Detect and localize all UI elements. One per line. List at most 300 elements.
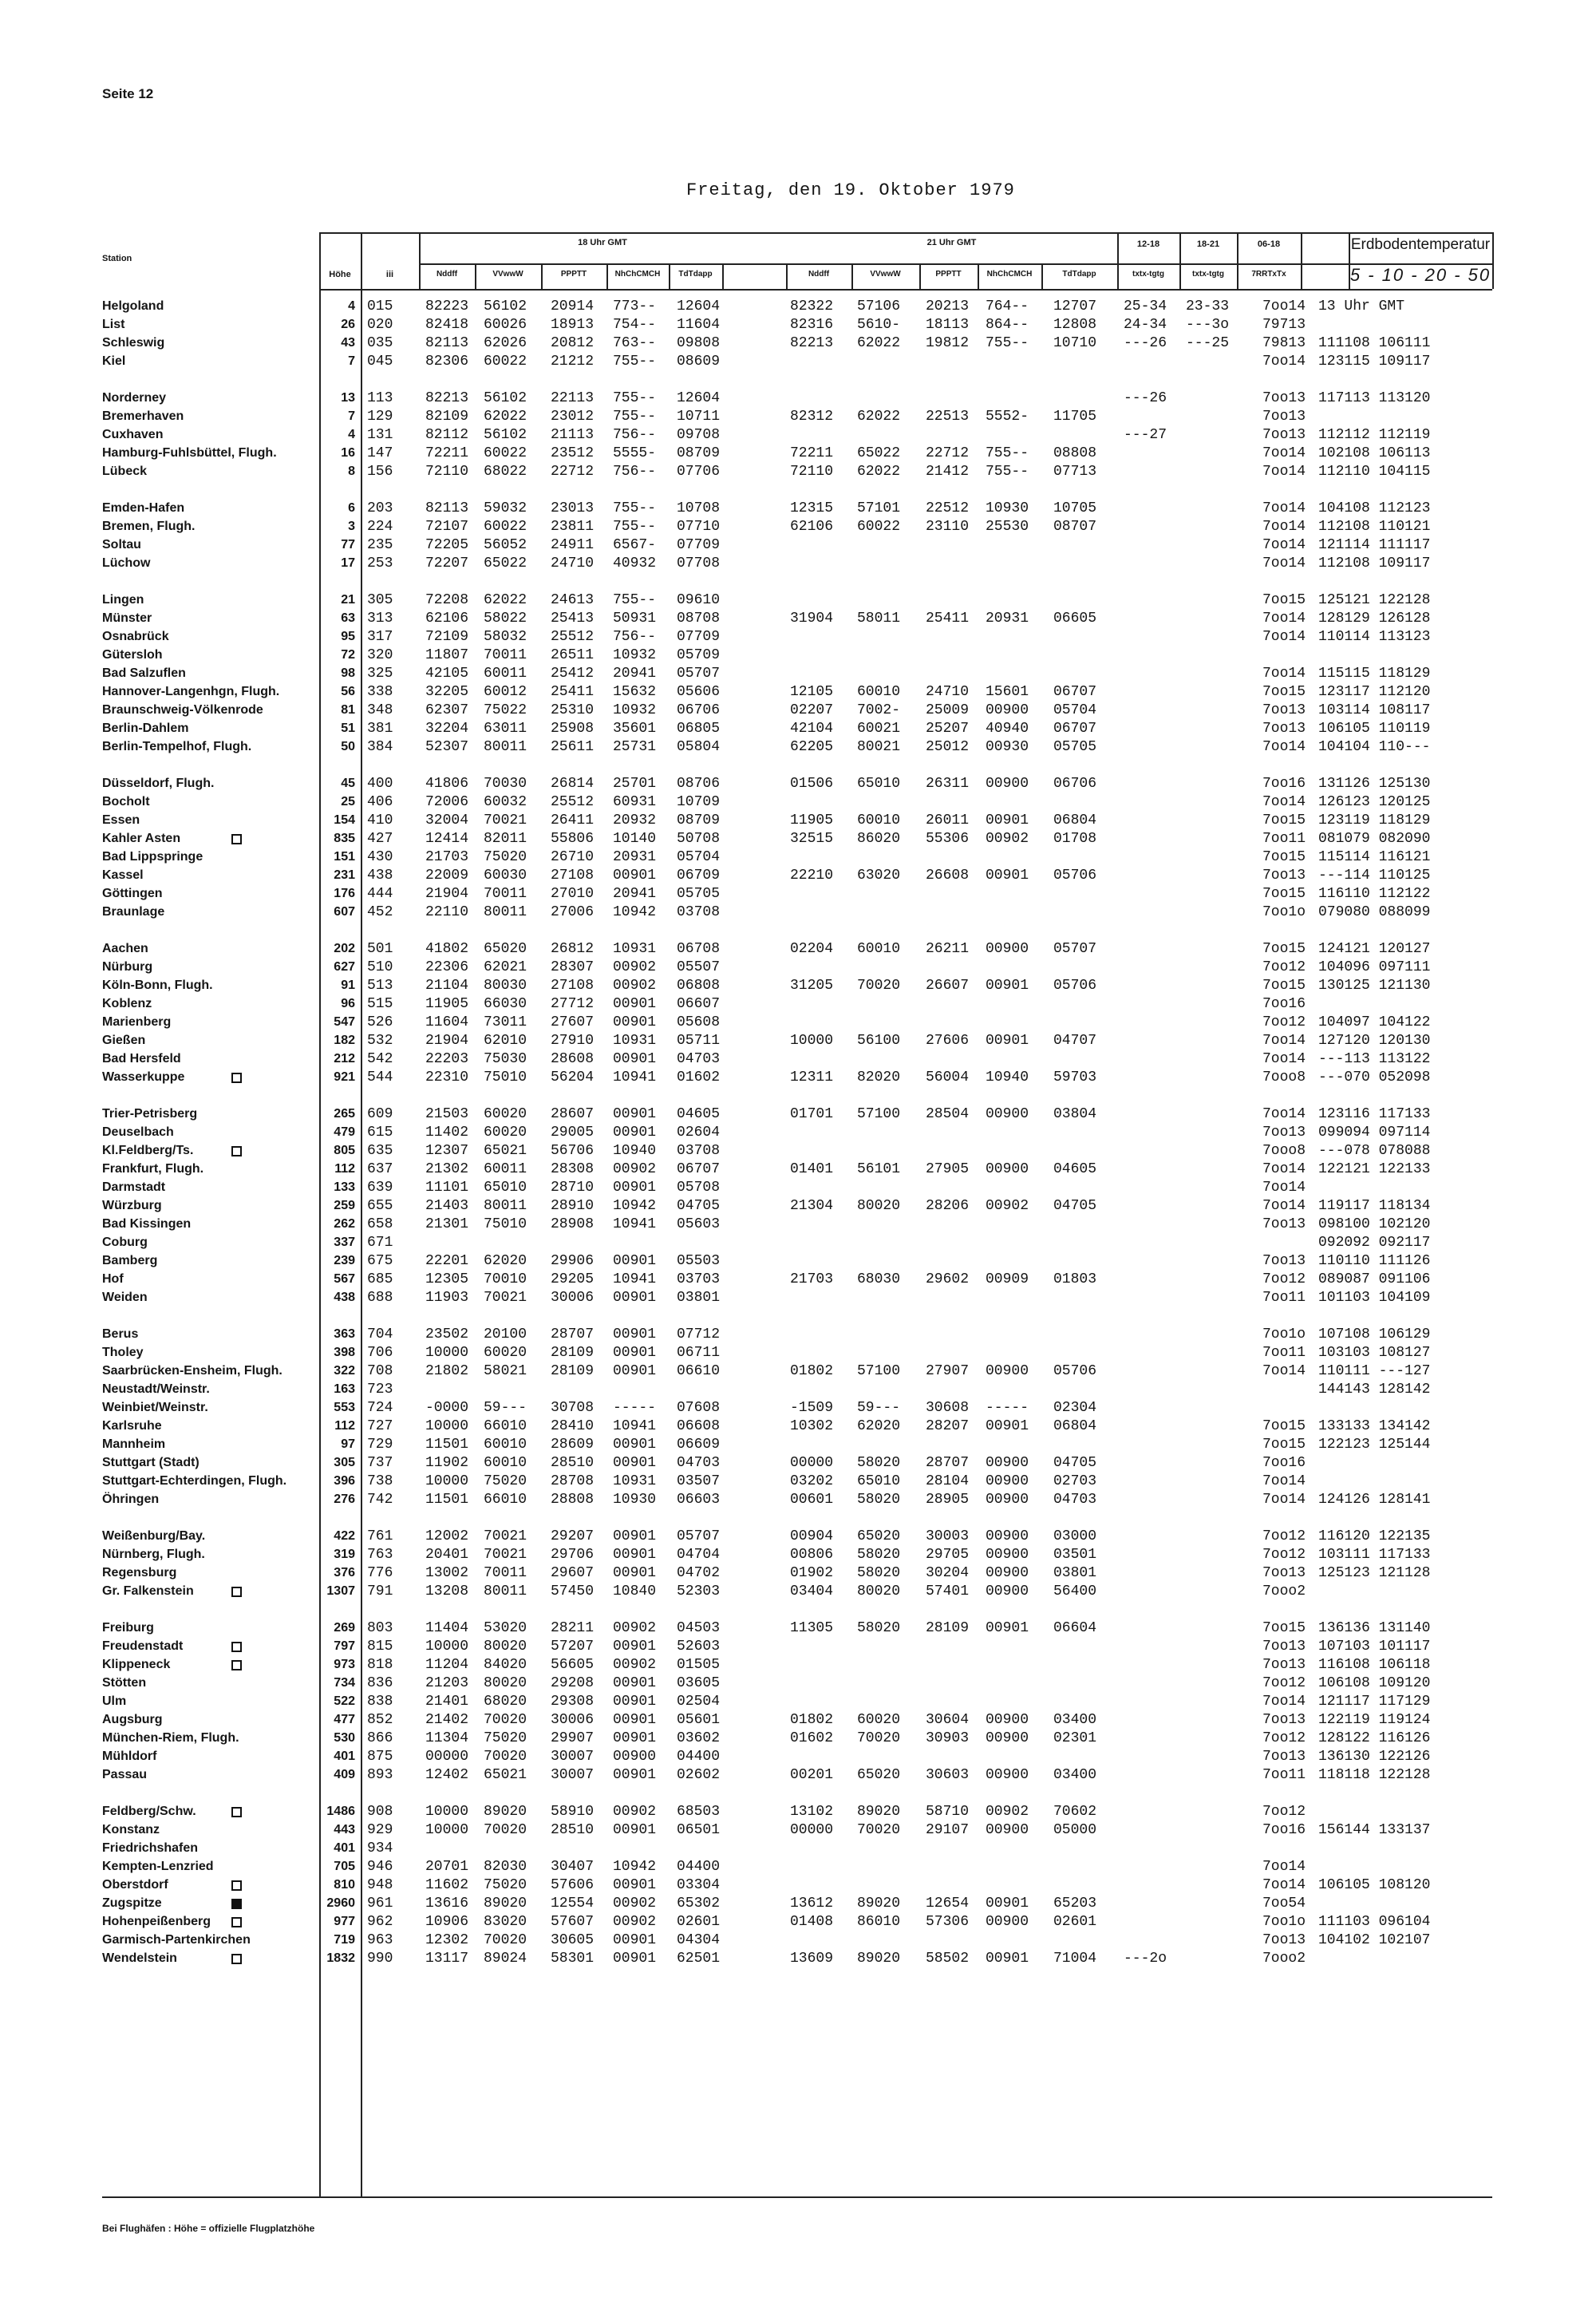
obs-value-erd: 111108 106111: [1318, 335, 1431, 351]
obs-value-p3: 7oo1o: [1262, 904, 1306, 920]
station-height: 133: [334, 1180, 355, 1194]
station-name: Trier-Petrisberg: [102, 1107, 198, 1121]
obs-value-j: 00901: [986, 868, 1029, 884]
obs-value-a: 11807: [425, 647, 469, 663]
obs-value-f: 82316: [790, 317, 834, 333]
obs-value-erd: 103111 117133: [1318, 1547, 1431, 1563]
obs-value-p3: 7oo15: [1262, 592, 1306, 608]
obs-value-g: 58011: [857, 611, 901, 627]
obs-value-e: 07708: [677, 555, 721, 571]
obs-value-g: 89020: [857, 1896, 901, 1912]
obs-value-p3: 7oo13: [1262, 1712, 1306, 1728]
col18-header-3: NhChCMCH: [614, 270, 661, 279]
station-name: Garmisch-Partenkirchen: [102, 1933, 251, 1947]
obs-value-j: 00900: [986, 1455, 1029, 1471]
obs-value-p3: 7oo14: [1262, 1161, 1306, 1177]
obs-value-e: 01505: [677, 1657, 721, 1673]
obs-value-g: 60021: [857, 721, 901, 737]
obs-value-i: 26311: [926, 776, 970, 792]
obs-value-g: 58020: [857, 1620, 901, 1636]
station-height: 151: [334, 850, 355, 864]
obs-value-a: 11604: [425, 1014, 469, 1030]
obs-value-e: 04705: [677, 1198, 721, 1214]
obs-value-b: 70011: [484, 1565, 527, 1581]
obs-value-e: 10711: [677, 409, 721, 425]
obs-value-i: 19812: [926, 335, 970, 351]
obs-value-a: 42105: [425, 666, 469, 682]
obs-value-p3: 7oo1o: [1262, 1914, 1306, 1930]
obs-value-erd: 102108 106113: [1318, 445, 1431, 461]
obs-value-k: 04703: [1053, 1492, 1097, 1508]
obs-value-iii: 908: [367, 1804, 393, 1820]
obs-value-erd: 116110 112122: [1318, 886, 1431, 902]
obs-value-p3: 7oo14: [1262, 1473, 1306, 1489]
obs-value-k: 08808: [1053, 445, 1097, 461]
obs-value-i: 30903: [926, 1730, 970, 1746]
obs-value-iii: 742: [367, 1492, 393, 1508]
gmt18-header: 18 Uhr GMT: [578, 238, 627, 247]
station-height: 259: [334, 1199, 355, 1212]
obs-value-i: 25207: [926, 721, 970, 737]
station-name: Wasserkuppe: [102, 1070, 185, 1084]
obs-value-a: 72109: [425, 629, 469, 645]
obs-value-b: 53020: [484, 1620, 527, 1636]
obs-value-j: 00900: [986, 1363, 1029, 1379]
obs-value-i: 55306: [926, 831, 970, 847]
obs-value-erd: 128122 116126: [1318, 1730, 1431, 1746]
obs-value-k: 04707: [1053, 1033, 1097, 1049]
station-height: 627: [334, 960, 355, 974]
obs-value-d: 755--: [613, 354, 657, 370]
station-height: 319: [334, 1548, 355, 1561]
station-name: Karlsruhe: [102, 1419, 162, 1433]
obs-value-k: 05706: [1053, 868, 1097, 884]
obs-value-c: 22113: [551, 390, 595, 406]
obs-value-k: 04705: [1053, 1198, 1097, 1214]
obs-value-c: 27108: [551, 978, 595, 994]
station-name: Bad Hersfeld: [102, 1052, 181, 1065]
obs-value-f: 00904: [790, 1528, 834, 1544]
obs-value-d: 00901: [613, 1290, 657, 1306]
station-height: 797: [334, 1639, 355, 1653]
obs-value-j: 00901: [986, 1620, 1029, 1636]
obs-value-c: 24710: [551, 555, 595, 571]
station-name: Osnabrück: [102, 630, 169, 643]
obs-value-i: 30003: [926, 1528, 970, 1544]
obs-value-f: 21304: [790, 1198, 834, 1214]
station-height: 805: [334, 1144, 355, 1157]
obs-value-k: 06804: [1053, 812, 1097, 828]
station-name: Konstanz: [102, 1823, 160, 1836]
obs-value-c: 28211: [551, 1620, 595, 1636]
station-marker-icon: [231, 1146, 242, 1156]
obs-value-e: 05503: [677, 1253, 721, 1269]
obs-value-a: 11905: [425, 996, 469, 1012]
obs-value-e: 02601: [677, 1914, 721, 1930]
obs-value-e: 07709: [677, 537, 721, 553]
period-1218-sub: txtx-tgtg: [1132, 270, 1164, 279]
obs-value-c: 22712: [551, 464, 595, 480]
obs-value-c: 27006: [551, 904, 595, 920]
obs-value-e: 06708: [677, 941, 721, 957]
obs-value-iii: 253: [367, 555, 393, 571]
obs-value-a: 12305: [425, 1271, 469, 1287]
obs-value-e: 11604: [677, 317, 721, 333]
obs-value-b: 20100: [484, 1326, 527, 1342]
obs-value-p3: 7oo14: [1262, 739, 1306, 755]
obs-value-c: 25512: [551, 794, 595, 810]
obs-value-b: 63011: [484, 721, 527, 737]
column-rule: [1492, 232, 1494, 289]
obs-value-a: 10000: [425, 1418, 469, 1434]
obs-value-c: 25908: [551, 721, 595, 737]
obs-value-d: 00901: [613, 996, 657, 1012]
obs-value-iii: 791: [367, 1583, 393, 1599]
obs-value-a: 21301: [425, 1216, 469, 1232]
obs-value-g: 57101: [857, 500, 901, 516]
station-marker-icon: [231, 1642, 242, 1652]
obs-value-b: 59---: [484, 1400, 527, 1416]
station-height: 16: [341, 446, 355, 460]
obs-value-iii: 637: [367, 1161, 393, 1177]
station-height: 77: [341, 538, 355, 552]
obs-value-e: 05705: [677, 886, 721, 902]
obs-value-iii: 147: [367, 445, 393, 461]
obs-value-c: 58301: [551, 1951, 595, 1967]
obs-value-a: 10906: [425, 1914, 469, 1930]
station-name: Bad Salzuflen: [102, 666, 186, 680]
obs-value-a: 72207: [425, 555, 469, 571]
obs-value-iii: 763: [367, 1547, 393, 1563]
obs-value-p3: 7oo13: [1262, 702, 1306, 718]
obs-value-g: 58020: [857, 1565, 901, 1581]
obs-value-iii: 852: [367, 1712, 393, 1728]
obs-value-b: 75030: [484, 1051, 527, 1067]
col18-header-4: TdTdapp: [678, 270, 713, 279]
obs-value-i: 30604: [926, 1712, 970, 1728]
obs-value-i: 58502: [926, 1951, 970, 1967]
obs-value-g: 60010: [857, 941, 901, 957]
obs-value-c: 27607: [551, 1014, 595, 1030]
obs-value-p3: 7oo13: [1262, 721, 1306, 737]
obs-value-erd: 103114 108117: [1318, 702, 1431, 718]
obs-value-a: 12302: [425, 1932, 469, 1948]
period-1821-header: 18-21: [1196, 239, 1220, 249]
obs-value-f: 02207: [790, 702, 834, 718]
obs-value-j: 00900: [986, 1161, 1029, 1177]
obs-value-p3: 7oo13: [1262, 1565, 1306, 1581]
obs-value-d: 00902: [613, 1896, 657, 1912]
obs-value-g: 62022: [857, 464, 901, 480]
station-name: Hamburg-Fuhlsbüttel, Flugh.: [102, 446, 277, 460]
obs-value-b: 66010: [484, 1492, 527, 1508]
obs-value-b: 62022: [484, 409, 527, 425]
obs-value-d: 773--: [613, 298, 657, 314]
obs-value-f: 00806: [790, 1547, 834, 1563]
obs-value-g: 70020: [857, 978, 901, 994]
obs-value-f: 00000: [790, 1455, 834, 1471]
obs-value-erd: 107103 101117: [1318, 1639, 1431, 1655]
obs-value-p3: 7oo11: [1262, 831, 1306, 847]
station-height: 607: [334, 905, 355, 919]
obs-value-d: 10930: [613, 1492, 657, 1508]
obs-value-b: 65021: [484, 1767, 527, 1783]
obs-value-b: 62026: [484, 335, 527, 351]
obs-value-p3: 7ooo8: [1262, 1143, 1306, 1159]
obs-value-c: 26710: [551, 849, 595, 865]
obs-value-iii: 131: [367, 427, 393, 443]
obs-value-g: 65020: [857, 1767, 901, 1783]
obs-value-k: 02601: [1053, 1914, 1097, 1930]
obs-value-a: 22306: [425, 959, 469, 975]
obs-value-erd: 107108 106129: [1318, 1326, 1431, 1342]
obs-value-iii: 156: [367, 464, 393, 480]
station-height: 396: [334, 1474, 355, 1488]
obs-value-f: 72110: [790, 464, 834, 480]
obs-value-a: 12002: [425, 1528, 469, 1544]
obs-value-g: 57100: [857, 1363, 901, 1379]
station-height: 734: [334, 1676, 355, 1690]
obs-value-g: 63020: [857, 868, 901, 884]
obs-value-e: 03602: [677, 1730, 721, 1746]
obs-value-erd: 112108 110121: [1318, 519, 1431, 535]
station-height: 921: [334, 1070, 355, 1084]
obs-value-c: 28308: [551, 1161, 595, 1177]
obs-value-iii: 438: [367, 868, 393, 884]
station-name: Oberstdorf: [102, 1878, 168, 1892]
obs-value-f: 01506: [790, 776, 834, 792]
obs-value-d: 00901: [613, 868, 657, 884]
obs-value-p2: ---25: [1186, 335, 1230, 351]
obs-value-erd: 123117 112120: [1318, 684, 1431, 700]
obs-value-k: 06605: [1053, 611, 1097, 627]
obs-value-b: 80011: [484, 904, 527, 920]
obs-value-p3: 7oo13: [1262, 390, 1306, 406]
obs-value-i: 28504: [926, 1106, 970, 1122]
obs-value-e: 52303: [677, 1583, 721, 1599]
obs-value-k: 02703: [1053, 1473, 1097, 1489]
obs-value-iii: 946: [367, 1859, 393, 1875]
obs-value-erd: 123116 117133: [1318, 1106, 1431, 1122]
station-marker-icon: [231, 1880, 242, 1891]
obs-value-g: 59---: [857, 1400, 901, 1416]
obs-value-e: 07709: [677, 629, 721, 645]
obs-value-i: 28104: [926, 1473, 970, 1489]
station-name: Lübeck: [102, 465, 148, 478]
obs-value-d: 10931: [613, 941, 657, 957]
obs-value-i: 26607: [926, 978, 970, 994]
obs-value-a: 12307: [425, 1143, 469, 1159]
obs-value-g: 57100: [857, 1106, 901, 1122]
obs-value-b: 70030: [484, 776, 527, 792]
station-height: 72: [341, 648, 355, 662]
obs-value-erd: 106108 109120: [1318, 1675, 1431, 1691]
obs-value-f: 31205: [790, 978, 834, 994]
obs-value-b: 80020: [484, 1675, 527, 1691]
obs-value-j: 10930: [986, 500, 1029, 516]
station-height: 81: [341, 703, 355, 717]
obs-value-d: 10840: [613, 1583, 657, 1599]
obs-value-e: 65302: [677, 1896, 721, 1912]
obs-value-g: 58020: [857, 1547, 901, 1563]
obs-value-b: 58032: [484, 629, 527, 645]
obs-value-erd: 128129 126128: [1318, 611, 1431, 627]
obs-value-j: 00909: [986, 1271, 1029, 1287]
station-height: 25: [341, 795, 355, 809]
station-marker-icon: [231, 1917, 242, 1927]
station-name: Gr. Falkenstein: [102, 1584, 194, 1598]
station-name: Norderney: [102, 391, 167, 405]
obs-value-p3: 7oo14: [1262, 1180, 1306, 1196]
obs-value-p3: 7oo14: [1262, 354, 1306, 370]
obs-value-k: 02304: [1053, 1400, 1097, 1416]
station-height: 265: [334, 1107, 355, 1121]
footnote: Bei Flughäfen : Höhe = offizielle Flugplatzhöhe: [102, 2223, 315, 2234]
obs-value-d: 00902: [613, 1804, 657, 1820]
obs-value-e: 05603: [677, 1216, 721, 1232]
station-height: 176: [334, 887, 355, 900]
obs-value-e: 03703: [677, 1271, 721, 1287]
obs-value-d: 10941: [613, 1216, 657, 1232]
obs-value-d: -----: [613, 1400, 657, 1416]
station-name: Friedrichshafen: [102, 1841, 199, 1855]
obs-value-i: 21412: [926, 464, 970, 480]
obs-value-b: 83020: [484, 1914, 527, 1930]
obs-value-c: 28109: [551, 1345, 595, 1361]
obs-value-p2: 23-33: [1186, 298, 1230, 314]
obs-value-p3: 7oo15: [1262, 1418, 1306, 1434]
obs-value-j: 00900: [986, 1767, 1029, 1783]
obs-value-f: 00000: [790, 1822, 834, 1838]
obs-value-iii: 203: [367, 500, 393, 516]
obs-value-i: 26211: [926, 941, 970, 957]
obs-value-e: 06609: [677, 1437, 721, 1453]
obs-value-g: 60010: [857, 684, 901, 700]
obs-value-iii: 532: [367, 1033, 393, 1049]
station-height: 7: [348, 409, 355, 423]
obs-value-k: 70602: [1053, 1804, 1097, 1820]
obs-value-p3: 7oo13: [1262, 1216, 1306, 1232]
obs-value-j: 40940: [986, 721, 1029, 737]
obs-value-j: 00901: [986, 1418, 1029, 1434]
obs-value-b: 60030: [484, 868, 527, 884]
station-name: Braunlage: [102, 905, 165, 919]
obs-value-d: 20932: [613, 812, 657, 828]
station-name: Deuselbach: [102, 1125, 174, 1139]
obs-value-i: 28207: [926, 1418, 970, 1434]
obs-value-d: 00901: [613, 1712, 657, 1728]
obs-value-e: 08709: [677, 812, 721, 828]
obs-value-iii: 737: [367, 1455, 393, 1471]
obs-value-iii: 542: [367, 1051, 393, 1067]
obs-value-d: 00901: [613, 1106, 657, 1122]
obs-value-e: 05711: [677, 1033, 721, 1049]
station-name: Passau: [102, 1768, 148, 1781]
obs-value-iii: 045: [367, 354, 393, 370]
obs-value-d: 00901: [613, 1014, 657, 1030]
iii-header: iii: [385, 270, 394, 279]
obs-value-p3: 7oo14: [1262, 666, 1306, 682]
obs-value-erd: 106105 110119: [1318, 721, 1431, 737]
obs-value-a: 82223: [425, 298, 469, 314]
obs-value-e: 05606: [677, 684, 721, 700]
obs-value-erd: 089087 091106: [1318, 1271, 1431, 1287]
obs-value-c: 27910: [551, 1033, 595, 1049]
obs-value-i: 29705: [926, 1547, 970, 1563]
obs-value-k: 04705: [1053, 1455, 1097, 1471]
obs-value-f: 01802: [790, 1712, 834, 1728]
station-height: 337: [334, 1236, 355, 1249]
obs-value-d: 756--: [613, 427, 657, 443]
obs-value-c: 30007: [551, 1749, 595, 1765]
obs-value-b: 60010: [484, 1455, 527, 1471]
station-height: 182: [334, 1034, 355, 1047]
obs-value-j: 00900: [986, 1583, 1029, 1599]
obs-value-b: 60012: [484, 684, 527, 700]
obs-value-j: 00900: [986, 1106, 1029, 1122]
station-name: Stötten: [102, 1676, 147, 1690]
station-height: 4: [348, 428, 355, 441]
station-name: Bremerhaven: [102, 409, 184, 423]
obs-value-d: 00902: [613, 978, 657, 994]
obs-value-erd: 104104 110---: [1318, 739, 1431, 755]
obs-value-c: 28510: [551, 1822, 595, 1838]
station-name: München-Riem, Flugh.: [102, 1731, 239, 1745]
obs-value-d: 10140: [613, 831, 657, 847]
station-name: Aachen: [102, 942, 148, 955]
station-marker-icon: [231, 1899, 242, 1909]
obs-value-b: 60022: [484, 445, 527, 461]
obs-value-erd: 144143 128142: [1318, 1382, 1431, 1398]
obs-value-d: 00902: [613, 1161, 657, 1177]
obs-value-j: 864--: [986, 317, 1029, 333]
obs-value-b: 84020: [484, 1657, 527, 1673]
obs-value-a: 22110: [425, 904, 469, 920]
station-height: 212: [334, 1052, 355, 1065]
obs-value-p3: 7oo14: [1262, 464, 1306, 480]
page-bottom-rule: [102, 2196, 1492, 2198]
column-rule: [1301, 232, 1302, 289]
obs-value-e: 04400: [677, 1749, 721, 1765]
obs-value-d: 00901: [613, 1639, 657, 1655]
station-height: 7: [348, 354, 355, 368]
obs-value-g: 80020: [857, 1583, 901, 1599]
station-height: 91: [341, 979, 355, 992]
obs-value-e: 06709: [677, 868, 721, 884]
obs-value-a: 21402: [425, 1712, 469, 1728]
obs-value-i: 12654: [926, 1896, 970, 1912]
obs-value-p3: 7oo13: [1262, 409, 1306, 425]
obs-value-g: 86010: [857, 1914, 901, 1930]
station-height: 262: [334, 1217, 355, 1231]
obs-value-c: 24613: [551, 592, 595, 608]
obs-value-c: 26511: [551, 647, 595, 663]
obs-value-i: 56004: [926, 1069, 970, 1085]
obs-value-j: 10940: [986, 1069, 1029, 1085]
obs-value-c: 28109: [551, 1363, 595, 1379]
obs-value-p3: 7oo54: [1262, 1896, 1306, 1912]
obs-value-a: 41802: [425, 941, 469, 957]
obs-value-b: 73011: [484, 1014, 527, 1030]
obs-value-d: 00901: [613, 1326, 657, 1342]
obs-value-erd: 124121 120127: [1318, 941, 1431, 957]
obs-value-b: 56102: [484, 427, 527, 443]
obs-value-p3: 7oo14: [1262, 1877, 1306, 1893]
station-name: Darmstadt: [102, 1180, 166, 1194]
station-height: 239: [334, 1254, 355, 1267]
obs-value-c: 28710: [551, 1180, 595, 1196]
obs-value-p3: 79813: [1262, 335, 1306, 351]
